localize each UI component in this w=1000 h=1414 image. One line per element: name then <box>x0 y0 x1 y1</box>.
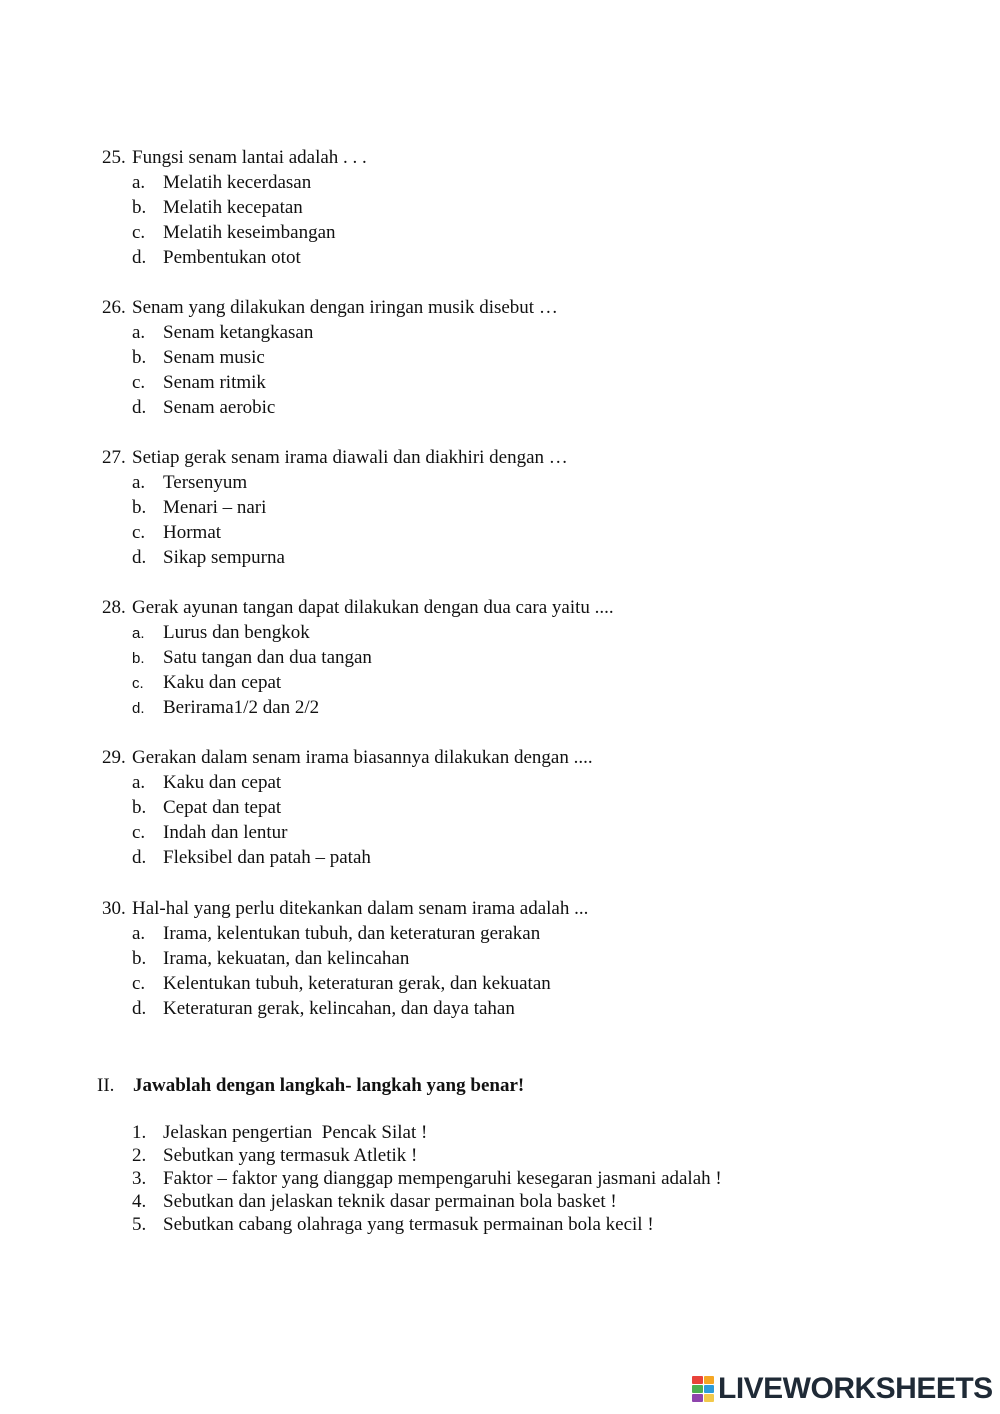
option-b <box>132 195 303 220</box>
option-b <box>132 946 409 971</box>
essay-number: 5. <box>132 1214 147 1235</box>
option-b <box>132 345 265 370</box>
question-stem <box>102 145 367 170</box>
option-c <box>132 220 336 245</box>
essay-item <box>132 1121 427 1144</box>
option-d <box>132 545 285 570</box>
option-text: Irama, kekuatan, dan kelincahan <box>163 948 410 969</box>
option-text: Satu tangan dan dua tangan <box>163 647 372 668</box>
option-letter: c. <box>132 522 146 543</box>
option-letter: d. <box>132 700 145 717</box>
question-text: Senam yang dilakukan dengan iringan musik disebut … <box>132 297 558 318</box>
section-heading <box>97 1073 524 1098</box>
option-text: Melatih keseimbangan <box>163 222 336 243</box>
option-a <box>132 320 313 345</box>
option-letter: d. <box>132 247 147 268</box>
question-text: Gerakan dalam senam irama biasannya dilakukan dengan .... <box>132 747 593 768</box>
option-text: Kelentukan tubuh, keteraturan gerak, dan kekuatan <box>163 973 551 994</box>
question-number: 29. <box>102 747 126 768</box>
question-text: Hal-hal yang perlu ditekankan dalam senam irama adalah ... <box>132 898 589 919</box>
option-c <box>132 370 266 395</box>
option-text: Tersenyum <box>163 472 248 493</box>
option-c <box>132 670 281 696</box>
option-a <box>132 620 310 646</box>
essay-number: 1. <box>132 1122 147 1143</box>
option-text: Melatih kecepatan <box>163 197 303 218</box>
option-text: Senam ritmik <box>163 372 266 393</box>
option-text: Fleksibel dan patah – patah <box>163 847 371 868</box>
essay-item <box>132 1190 617 1213</box>
question-stem <box>102 745 593 770</box>
option-letter: b. <box>132 497 147 518</box>
essay-text: Sebutkan yang termasuk Atletik ! <box>163 1145 418 1166</box>
option-text: Keteraturan gerak, kelincahan, dan daya tahan <box>163 998 515 1019</box>
option-text: Senam aerobic <box>163 397 276 418</box>
option-text: Cepat dan tepat <box>163 797 282 818</box>
logo-text: LIVEWORKSHEETS <box>718 1372 993 1405</box>
question-number: 26. <box>102 297 126 318</box>
option-letter: c. <box>132 675 144 692</box>
option-c <box>132 820 288 845</box>
essay-item <box>132 1167 722 1190</box>
section-number: II. <box>97 1075 115 1096</box>
question-stem <box>102 445 568 470</box>
logo-tile <box>704 1385 715 1393</box>
logo-tile <box>692 1394 703 1402</box>
essay-text: Sebutkan cabang olahraga yang termasuk permainan bola kecil ! <box>163 1214 654 1235</box>
option-text: Kaku dan cepat <box>163 672 282 693</box>
option-letter: b. <box>132 797 147 818</box>
option-letter: a. <box>132 923 146 944</box>
option-letter: d. <box>132 397 147 418</box>
question-stem <box>102 896 588 921</box>
question-number: 28. <box>102 597 126 618</box>
option-d <box>132 996 515 1021</box>
essay-text: Faktor – faktor yang dianggap mempengaruhi kesegaran jasmani adalah ! <box>163 1168 722 1189</box>
essay-number: 2. <box>132 1145 147 1166</box>
option-text: Senam ketangkasan <box>163 322 314 343</box>
logo-tile <box>692 1376 703 1384</box>
question-text: Gerak ayunan tangan dapat dilakukan dengan dua cara yaitu .... <box>132 597 614 618</box>
option-letter: c. <box>132 222 146 243</box>
option-b <box>132 495 266 520</box>
option-letter: c. <box>132 372 146 393</box>
option-letter: b. <box>132 948 147 969</box>
option-text: Sikap sempurna <box>163 547 285 568</box>
option-d <box>132 395 275 420</box>
option-d <box>132 245 301 270</box>
option-c <box>132 520 221 545</box>
option-letter: c. <box>132 973 146 994</box>
essay-item <box>132 1144 417 1167</box>
question-stem <box>102 295 558 320</box>
option-text: Kaku dan cepat <box>163 772 282 793</box>
logo-tile <box>692 1385 703 1393</box>
option-letter: b. <box>132 197 147 218</box>
option-letter: a. <box>132 322 146 343</box>
option-text: Irama, kelentukan tubuh, dan keteraturan gerakan <box>163 923 541 944</box>
option-a <box>132 170 311 195</box>
option-text: Berirama1/2 dan 2/2 <box>163 697 320 718</box>
option-c <box>132 971 551 996</box>
essay-text: Sebutkan dan jelaskan teknik dasar permainan bola basket ! <box>163 1191 617 1212</box>
question-text: Setiap gerak senam irama diawali dan diakhiri dengan … <box>132 447 568 468</box>
option-a <box>132 921 540 946</box>
essay-number: 3. <box>132 1168 147 1189</box>
option-text: Indah dan lentur <box>163 822 288 843</box>
essay-item <box>132 1213 654 1236</box>
option-text: Hormat <box>163 522 222 543</box>
option-text: Lurus dan bengkok <box>163 622 310 643</box>
question-stem <box>102 595 614 620</box>
question-number: 30. <box>102 898 126 919</box>
question-number: 25. <box>102 147 126 168</box>
essay-number: 4. <box>132 1191 147 1212</box>
section-title: Jawablah dengan langkah- langkah yang benar! <box>133 1075 525 1096</box>
option-letter: a. <box>132 472 146 493</box>
option-b <box>132 645 372 671</box>
option-letter: c. <box>132 822 146 843</box>
liveworksheets-logo <box>692 1372 993 1406</box>
option-letter: d. <box>132 998 147 1019</box>
option-letter: a. <box>132 172 146 193</box>
question-text: Fungsi senam lantai adalah . . . <box>132 147 367 168</box>
option-letter: a. <box>132 625 145 642</box>
option-text: Melatih kecerdasan <box>163 172 312 193</box>
option-letter: a. <box>132 772 146 793</box>
option-d <box>132 695 319 721</box>
option-text: Menari – nari <box>163 497 267 518</box>
option-letter: d. <box>132 847 147 868</box>
logo-tile <box>704 1394 715 1402</box>
question-number: 27. <box>102 447 126 468</box>
option-a <box>132 470 247 495</box>
option-letter: b. <box>132 650 145 667</box>
essay-text: Jelaskan pengertian Pencak Silat ! <box>163 1122 428 1143</box>
option-a <box>132 770 281 795</box>
logo-tile <box>704 1376 715 1384</box>
option-letter: b. <box>132 347 147 368</box>
option-letter: d. <box>132 547 147 568</box>
option-b <box>132 795 281 820</box>
option-text: Pembentukan otot <box>163 247 301 268</box>
option-text: Senam music <box>163 347 265 368</box>
logo-icon <box>692 1376 714 1402</box>
option-d <box>132 845 371 870</box>
